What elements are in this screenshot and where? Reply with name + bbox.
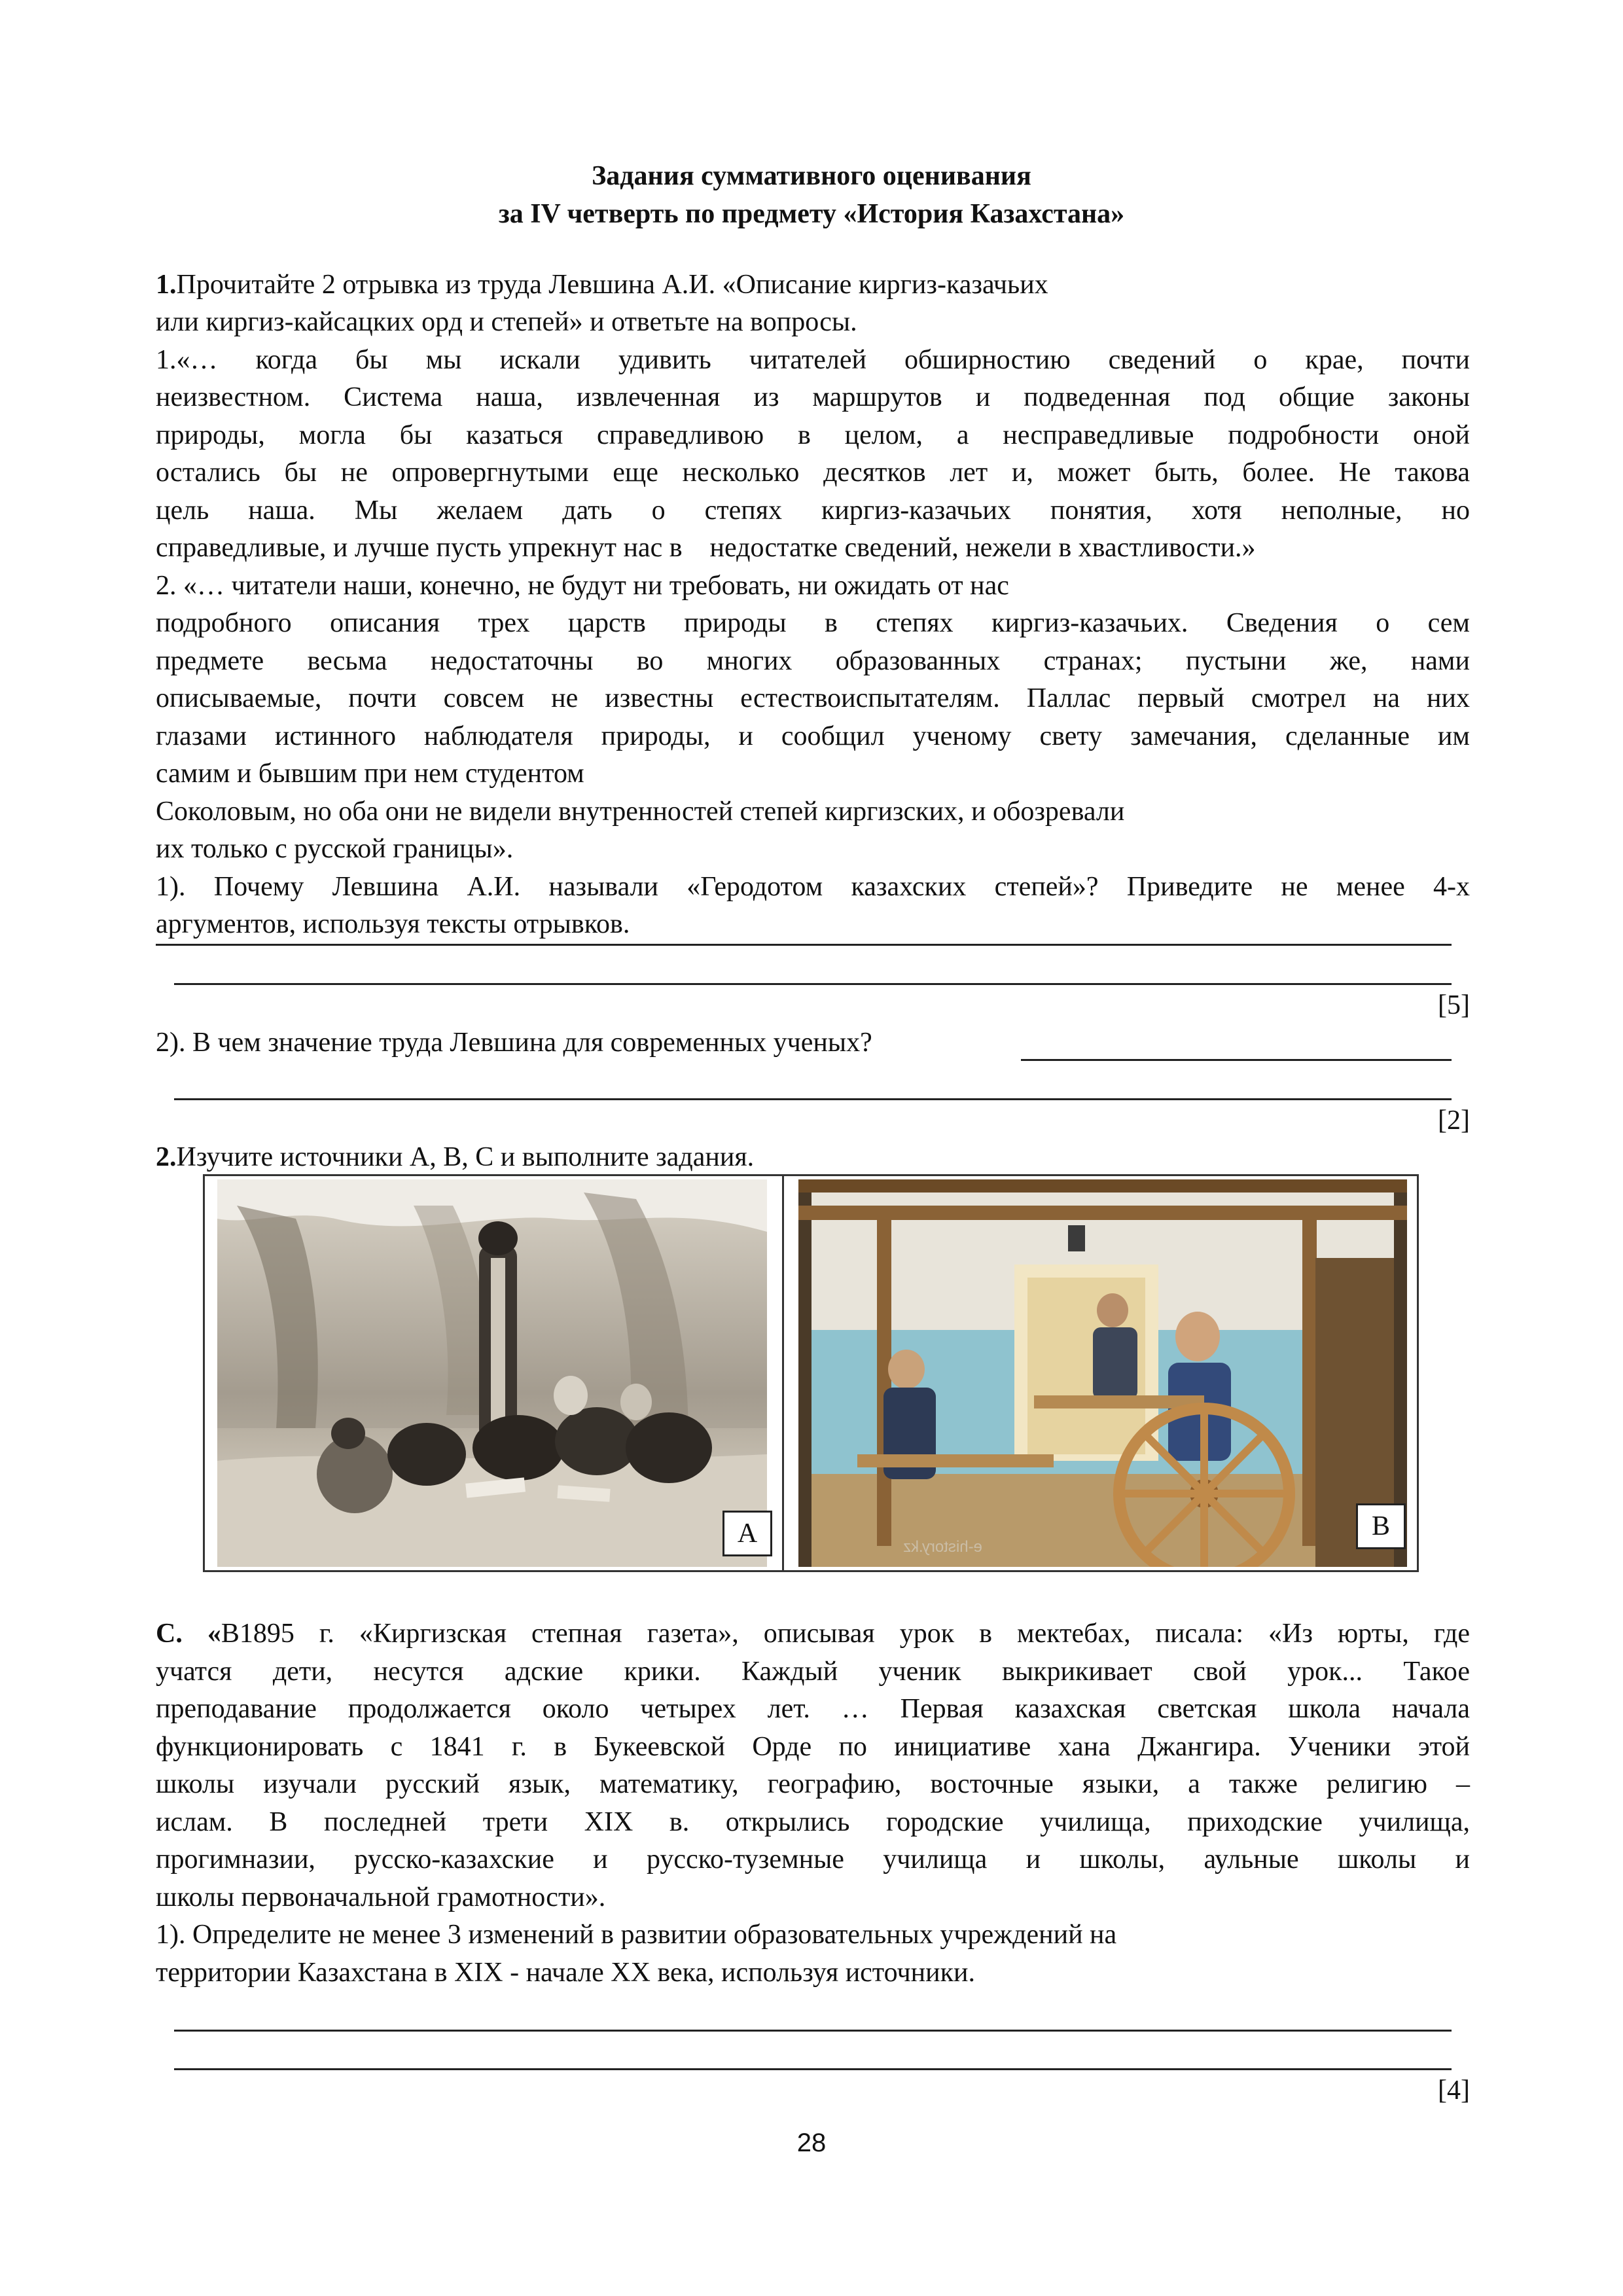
task1-question1-line2: аргументов, используя тексты отрывков. [156, 909, 630, 939]
excerpt1-line: цель наша. Мы желаем дать о степях киргиз-казачьих понятия, хотя неполные, но [156, 495, 1470, 526]
source-a-image [217, 1179, 767, 1567]
task1-intro-line1: 1.Прочитайте 2 отрывка из труда Левшина А.И. «Описание киргиз-казачьих [156, 270, 1048, 300]
task2-number: 2. [156, 1142, 177, 1172]
excerpt2-line: 2. «… читатели наши, конечно, не будут ни требовать, ни ожидать от нас [156, 571, 1009, 601]
source-c-line: ислам. В последней трети XIX в. открылись городские училища, приходские училища, [156, 1807, 1470, 1837]
excerpt1-line: 1.«… когда бы мы искали удивить читателей обширностию сведений о крае, почти [156, 345, 1470, 375]
answer-line[interactable] [174, 2068, 1452, 2070]
source-b-photo [798, 1179, 1407, 1567]
excerpt2-line: самим и бывшим при нем студентом [156, 759, 584, 789]
excerpt1-line: природы, могла бы казаться справедливою в целом, а несправедливые подробности оной [156, 420, 1470, 450]
figure-a-label: А [722, 1511, 772, 1556]
source-c-line: учатся дети, несутся адские крики. Каждый ученик выкрикивает свой урок... Такое [156, 1657, 1470, 1687]
answer-line[interactable] [1021, 1059, 1452, 1061]
score-mark: [5] [1438, 990, 1470, 1020]
answer-line[interactable] [156, 944, 1452, 946]
excerpt2-line: подробного описания трех царств природы в степях киргиз-казачьих. Сведения о сем [156, 608, 1470, 638]
source-c-line: прогимназии, русско-казахские и русско-туземные училища и школы, аульные школы и [156, 1844, 1470, 1874]
page-title-line2: за IV четверть по предмету «История Казахстана» [498, 199, 1125, 229]
task2-question1-line1: 1). Определите не менее 3 изменений в развитии образовательных учреждений на [156, 1920, 1117, 1950]
source-c-line: функционировать с 1841 г. в Букеевской Орде по инициативе хана Джангира. Ученики этой [156, 1732, 1470, 1762]
task1-intro-line2: или киргиз-кайсацких орд и степей» и ответьте на вопросы. [156, 307, 857, 337]
task2-intro: 2.Изучите источники А, В, С и выполните задания. [156, 1142, 755, 1172]
answer-line[interactable] [174, 983, 1452, 985]
score-mark: [4] [1438, 2075, 1470, 2106]
answer-line[interactable] [174, 1098, 1452, 1100]
source-c-line: С. «В1895 г. «Киргизская степная газета», описывая урок в мектебах, писала: «Из юрты, где [156, 1619, 1470, 1649]
source-c-line: школы первоначальной грамотности». [156, 1882, 606, 1912]
excerpt1-line: справедливые, и лучше пусть упрекнут нас в недостатке сведений, нежели в хвастливости.» [156, 533, 1256, 563]
source-b-image [798, 1179, 1407, 1567]
excerpt1-line: остались бы не опровергнутыми еще несколько десятков лет и, может быть, более. Не такова [156, 457, 1470, 488]
source-c-line: преподавание продолжается около четырех лет. … Первая казахская светская школа начала [156, 1694, 1470, 1724]
excerpt2-line: их только с русской границы». [156, 834, 514, 864]
excerpt1-line: неизвестном. Система наша, извлеченная из маршрутов и подведенная под общие законы [156, 382, 1470, 412]
excerpt2-line: предмете весьма недостаточны во многих образованных странах; пустыни же, нами [156, 646, 1470, 676]
answer-line[interactable] [174, 2030, 1452, 2032]
excerpt2-line: глазами истинного наблюдателя природы, и сообщил ученому свету замечания, сделанные им [156, 721, 1470, 751]
excerpt2-line: описываемые, почти совсем не известны естествоиспытателям. Паллас первый смотрел на них [156, 683, 1470, 713]
source-c-line: школы изучали русский язык, математику, географию, восточные языки, а также религию – [156, 1769, 1470, 1799]
task2-question1-line2: территории Казахстана в XIX - начале XX века, используя источники. [156, 1958, 975, 1988]
figures-divider [782, 1174, 784, 1572]
page-number: 28 [796, 2128, 827, 2157]
task1-number: 1. [156, 270, 177, 300]
page-title-line1: Задания суммативного оценивания [592, 161, 1031, 191]
task1-question1-line1: 1). Почему Левшина А.И. называли «Геродотом казахских степей»? Приведите не менее 4-х [156, 872, 1470, 902]
figure-b-label: В [1356, 1503, 1406, 1549]
score-mark: [2] [1438, 1105, 1470, 1136]
watermark: e-history.kz [903, 1538, 982, 1556]
task1-question2: 2). В чем значение труда Левшина для современных ученых? [156, 1028, 872, 1058]
excerpt2-line: Соколовым, но оба они не видели внутренностей степей киргизских, и обозревали [156, 797, 1125, 827]
source-c-label: С. « [156, 1619, 221, 1649]
source-a-photo [217, 1179, 767, 1567]
